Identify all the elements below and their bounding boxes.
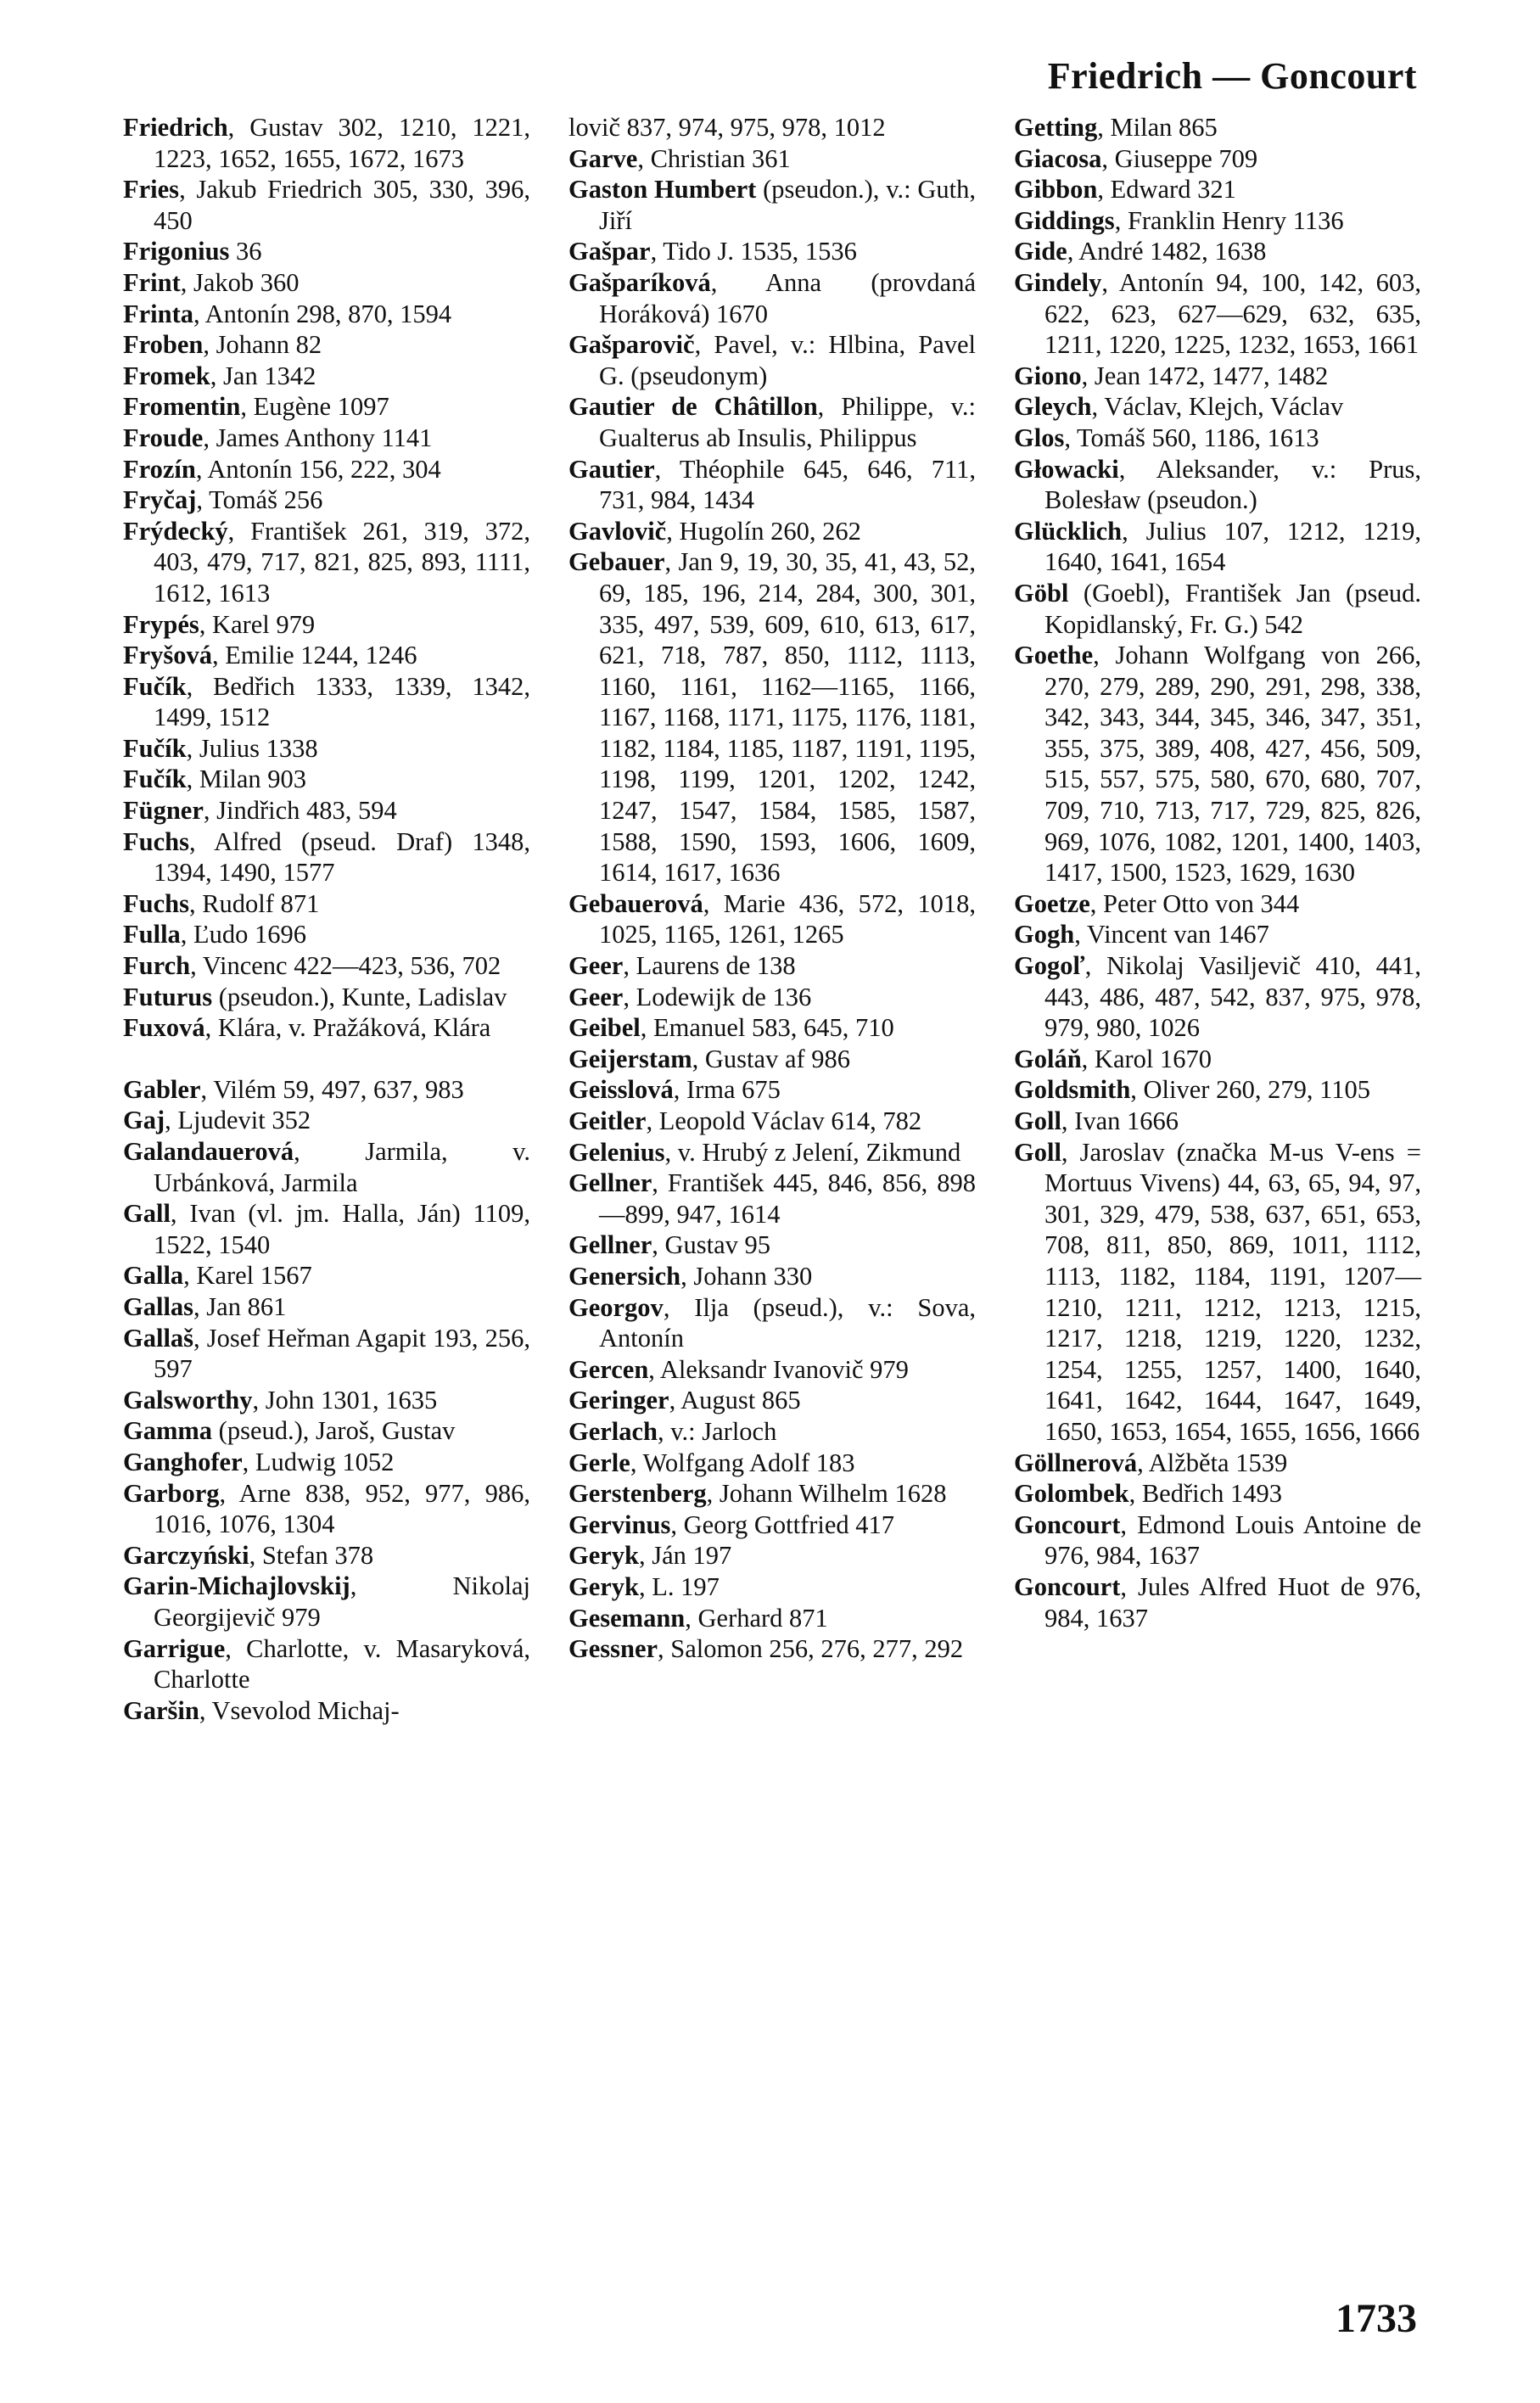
index-entry — [123, 888, 530, 920]
entry-refs: (Goebl), František Jan (pseud. Kopidlanský, Fr. G.) 542 — [1044, 578, 1421, 639]
index-entry — [1014, 1074, 1421, 1106]
index-entry — [123, 1478, 530, 1540]
index-entry — [568, 1354, 976, 1386]
index-entry — [123, 671, 530, 733]
index-entry — [568, 454, 976, 516]
index-entry — [123, 1012, 530, 1044]
entry-heading: Gerlach — [568, 1416, 658, 1446]
entry-refs: , Vincenc 422—423, 536, 702 — [190, 951, 501, 981]
entry-heading: Futurus — [123, 982, 213, 1011]
entry-refs: , L. 197 — [639, 1571, 720, 1601]
entry-refs: , Johann Wilhelm 1628 — [706, 1479, 947, 1509]
index-entry — [123, 1447, 530, 1478]
entry-refs: , Ľudo 1696 — [180, 920, 307, 949]
entry-refs: , Arne 838, 952, 977, 986, 1016, 1076, 1304 — [154, 1478, 530, 1539]
entry-heading: Frozín — [123, 454, 196, 484]
index-entry — [568, 267, 976, 329]
entry-refs: , Ljudevit 352 — [165, 1106, 311, 1135]
entry-heading: Gerle — [568, 1448, 630, 1477]
entry-heading: Gervinus — [568, 1510, 671, 1539]
index-entry — [123, 423, 530, 454]
entry-refs: , Tomáš 560, 1186, 1613 — [1064, 423, 1319, 452]
entry-refs: , Josef Heřman Agapit 193, 256, 597 — [154, 1323, 530, 1384]
index-entry — [568, 1106, 976, 1137]
entry-heading: Genersich — [568, 1261, 681, 1291]
entry-refs: , Jarmila, v. Urbánková, Jarmila — [154, 1137, 530, 1197]
entry-heading: Fügner — [123, 796, 204, 826]
entry-refs: , Tido J. 1535, 1536 — [650, 237, 857, 266]
entry-heading: Glos — [1014, 423, 1065, 452]
index-entry — [123, 1385, 530, 1416]
index-entry — [123, 1105, 530, 1136]
entry-heading: Fulla — [123, 920, 181, 949]
entry-refs: , Gerhard 871 — [685, 1603, 828, 1633]
index-entry — [123, 267, 530, 299]
index-entry — [123, 454, 530, 485]
entry-refs: , Julius 1338 — [186, 733, 318, 763]
entry-refs: , Jakob 360 — [180, 267, 300, 297]
index-entry — [568, 1012, 976, 1044]
index-entry — [568, 1044, 976, 1075]
index-entry — [123, 609, 530, 641]
entry-refs: , Ludwig 1052 — [242, 1447, 395, 1476]
entry-heading: Frinta — [123, 299, 194, 328]
entry-heading: Goethe — [1014, 641, 1094, 670]
entry-heading: Gamma — [123, 1416, 213, 1446]
entry-heading: Fryšová — [123, 641, 213, 670]
entry-heading: Friedrich — [123, 113, 228, 142]
entry-refs: , Ilja (pseud.), v.: Sova, Antonín — [599, 1292, 976, 1353]
index-entry — [123, 1415, 530, 1447]
section-gap — [123, 1044, 530, 1074]
index-entry — [1014, 1510, 1421, 1571]
entry-refs: , Georg Gottfried 417 — [670, 1510, 895, 1539]
index-entry — [1014, 1137, 1421, 1448]
index-entry — [568, 329, 976, 391]
index-entry — [1014, 640, 1421, 888]
entry-heading: Garšin — [123, 1695, 199, 1725]
entry-refs: , Philippe, v.: Gualterus ab Insulis, Philippus — [599, 392, 977, 452]
entry-heading: Fuchs — [123, 826, 189, 856]
entry-refs: lovič 837, 974, 975, 978, 1012 — [568, 113, 886, 142]
entry-heading: Galla — [123, 1261, 184, 1291]
entry-heading: Furch — [123, 951, 191, 981]
entry-heading: Fryčaj — [123, 485, 197, 515]
entry-heading: Giono — [1014, 361, 1082, 390]
entry-heading: Fromentin — [123, 392, 241, 422]
entry-refs: , Karol 1670 — [1081, 1044, 1212, 1073]
index-entry — [123, 174, 530, 236]
entry-refs: , Vsevolod Michaj- — [199, 1695, 400, 1725]
index-entry — [1014, 361, 1421, 392]
entry-refs: , Jaroslav (značka M-us V-ens = Mortuus Vivens) 44, 63, 65, 94, 97, 301, 329, 479, 538, 637, 651, 653, 708, 811, 850, 869, 1011, 1112, 1113, 1182, 1184, 1191, 1207—1210, 1211, 1212, 1213, 1215, 1217, 1218, 1219, 1220, 1232, 1254, 1255, 1257, 1400, 1640, 1641, 1642, 1644, 1647, 1649, 1650, 1653, 1654, 1655, 1656, 1666 — [1044, 1137, 1421, 1446]
entry-refs: , Oliver 260, 279, 1105 — [1130, 1075, 1370, 1105]
index-entry — [123, 1074, 530, 1106]
index-entry — [1014, 112, 1421, 143]
entry-heading: Goll — [1014, 1106, 1061, 1135]
entry-heading: Geringer — [568, 1386, 669, 1415]
index-entry — [1014, 1106, 1421, 1137]
entry-heading: Frint — [123, 267, 181, 297]
index-entry — [568, 1540, 976, 1571]
entry-refs: , Anna (provdaná Horáková) 1670 — [599, 267, 976, 328]
entry-refs: , Milan 865 — [1097, 113, 1218, 142]
index-entry — [568, 112, 976, 143]
entry-refs: , Christian 361 — [637, 143, 791, 173]
entry-heading: Gebauer — [568, 547, 665, 577]
entry-refs: , Gustav 302, 1210, 1221, 1223, 1652, 1655, 1672, 1673 — [154, 113, 530, 173]
entry-refs: , Edmond Louis Antoine de 976, 984, 1637 — [1044, 1510, 1421, 1571]
entry-heading: Gindely — [1014, 267, 1102, 297]
index-entry — [123, 112, 530, 174]
index-entry — [123, 950, 530, 982]
entry-heading: Gavlovič — [568, 516, 667, 546]
entry-heading: Gleych — [1014, 392, 1092, 422]
index-entry — [123, 485, 530, 516]
entry-heading: Gogh — [1014, 920, 1075, 949]
entry-heading: Goncourt — [1014, 1571, 1121, 1601]
entry-refs: (pseud.), Jaroš, Gustav — [212, 1416, 456, 1446]
entry-refs: , Jakub Friedrich 305, 330, 396, 450 — [154, 175, 530, 235]
entry-heading: Geibel — [568, 1013, 641, 1043]
entry-heading: Froude — [123, 423, 204, 452]
index-entry — [123, 1136, 530, 1198]
entry-heading: Froben — [123, 330, 204, 360]
index-entry — [123, 1323, 530, 1385]
entry-refs: , Salomon 256, 276, 277, 292 — [658, 1634, 964, 1664]
running-header: Friedrich — Goncourt — [1047, 55, 1417, 97]
index-entry — [568, 888, 976, 950]
index-entry — [1014, 423, 1421, 454]
entry-heading: Frýdecký — [123, 516, 228, 546]
entry-refs: , Jules Alfred Huot de 976, 984, 1637 — [1044, 1571, 1421, 1633]
entry-heading: Gerstenberg — [568, 1479, 707, 1509]
entry-refs: , Ivan 1666 — [1061, 1106, 1179, 1135]
index-entry — [123, 391, 530, 423]
entry-heading: Gaston Humbert — [568, 175, 757, 204]
entry-refs: , František 261, 319, 372, 403, 479, 717, 821, 825, 893, 1111, 1612, 1613 — [154, 516, 530, 608]
index-entry — [1014, 174, 1421, 205]
entry-heading: Glücklich — [1014, 516, 1123, 546]
entry-refs: , Théophile 645, 646, 711, 731, 984, 1434 — [599, 454, 976, 515]
entry-refs: , Rudolf 871 — [188, 888, 320, 918]
entry-refs: , Milan 903 — [186, 765, 307, 794]
index-entry — [568, 1571, 976, 1603]
entry-heading: Frypés — [123, 609, 199, 639]
entry-refs: , Aleksandr Ivanovič 979 — [648, 1354, 909, 1384]
entry-heading: Goláň — [1014, 1044, 1082, 1073]
entry-refs: , Franklin Henry 1136 — [1114, 205, 1344, 235]
entry-heading: Głowacki — [1014, 454, 1119, 484]
entry-heading: Goetze — [1014, 888, 1090, 918]
entry-refs: , Jean 1472, 1477, 1482 — [1081, 361, 1329, 390]
entry-refs: , Marie 436, 572, 1018, 1025, 1165, 1261, 1265 — [599, 888, 976, 949]
entry-refs: , Jan 861 — [193, 1291, 287, 1321]
entry-heading: Garczyński — [123, 1540, 249, 1570]
entry-heading: Geryk — [568, 1571, 640, 1601]
entry-refs: , Julius 107, 1212, 1219, 1640, 1641, 1654 — [1044, 516, 1421, 577]
index-entry — [1014, 205, 1421, 237]
entry-refs: , Eugène 1097 — [240, 392, 389, 422]
entry-heading: Gautier — [568, 454, 655, 484]
index-entry — [1014, 267, 1421, 361]
entry-heading: Fučík — [123, 765, 187, 794]
entry-heading: Geitler — [568, 1106, 647, 1135]
entry-heading: Göbl — [1014, 578, 1069, 608]
entry-heading: Gellner — [568, 1168, 652, 1198]
entry-refs: , Edward 321 — [1097, 175, 1236, 204]
entry-heading: Gabler — [123, 1074, 201, 1104]
entry-heading: Gesemann — [568, 1603, 686, 1633]
index-entry — [123, 236, 530, 267]
index-entry — [568, 1137, 976, 1168]
index-entry — [123, 1633, 530, 1695]
index-entry — [123, 982, 530, 1013]
entry-refs: , Aleksander, v.: Prus, Bolesław (pseudon.) — [1044, 454, 1421, 515]
entry-heading: Georgov — [568, 1292, 664, 1322]
entry-heading: Galsworthy — [123, 1385, 253, 1414]
index-entry — [1014, 578, 1421, 640]
entry-heading: Gallas — [123, 1291, 194, 1321]
entry-refs: , Jan 1342 — [210, 361, 316, 390]
entry-refs: , André 1482, 1638 — [1067, 237, 1267, 266]
index-entry — [568, 1510, 976, 1541]
index-entry — [123, 299, 530, 330]
entry-heading: Fučík — [123, 671, 187, 701]
entry-refs: , Leopold Václav 614, 782 — [646, 1106, 922, 1135]
entry-refs: , Karel 979 — [199, 609, 316, 639]
index-entry — [568, 1074, 976, 1106]
entry-heading: Fromek — [123, 361, 210, 390]
entry-refs: , Irma 675 — [673, 1075, 781, 1105]
index-entry — [1014, 454, 1421, 516]
entry-heading: Geer — [568, 951, 624, 981]
index-entry — [1014, 919, 1421, 950]
column-3 — [1014, 112, 1421, 2267]
entry-refs: , Ján 197 — [639, 1541, 732, 1571]
entry-refs: , Nikolaj Vasiljevič 410, 441, 443, 486, 487, 542, 837, 975, 978, 979, 980, 1026 — [1044, 951, 1421, 1043]
entry-refs: , Václav, Klejch, Václav — [1091, 392, 1344, 422]
entry-heading: Gašparíková — [568, 267, 711, 297]
entry-heading: Giacosa — [1014, 143, 1102, 173]
index-entry — [123, 1260, 530, 1291]
entry-refs: , Giuseppe 709 — [1101, 143, 1258, 173]
entry-heading: Gall — [123, 1199, 171, 1229]
entry-heading: Frigonius — [123, 237, 230, 266]
entry-refs: , Pavel, v.: Hlbina, Pavel G. (pseudonym) — [599, 330, 976, 390]
entry-heading: Gautier de Châtillon — [568, 392, 818, 422]
index-entry — [123, 1540, 530, 1571]
entry-refs: , Laurens de 138 — [623, 951, 796, 981]
index-entry — [123, 640, 530, 671]
index-entry — [1014, 1478, 1421, 1510]
index-entry — [1014, 888, 1421, 920]
entry-heading: Fuxová — [123, 1013, 205, 1043]
entry-heading: Garrigue — [123, 1633, 226, 1663]
entry-refs: , Antonín 94, 100, 142, 603, 622, 623, 627—629, 632, 635, 1211, 1220, 1225, 1232, 1653, 1661 — [1044, 267, 1421, 360]
entry-refs: , Johann 82 — [203, 330, 322, 360]
index-entry — [123, 1571, 530, 1633]
index-entry — [123, 733, 530, 765]
entry-refs: , Emilie 1244, 1246 — [212, 641, 417, 670]
entry-heading: Ganghofer — [123, 1447, 243, 1476]
entry-heading: Gogoľ — [1014, 951, 1085, 981]
entry-heading: Gebauerová — [568, 888, 703, 918]
entry-heading: Garborg — [123, 1478, 220, 1508]
entry-heading: Geer — [568, 982, 624, 1011]
entry-refs: (pseudon.), v.: Guth, Jiří — [599, 175, 977, 235]
index-entry — [123, 1695, 530, 1727]
entry-heading: Fuchs — [123, 888, 189, 918]
entry-refs: , Peter Otto von 344 — [1089, 888, 1300, 918]
entry-heading: Giddings — [1014, 205, 1115, 235]
entry-heading: Gallaš — [123, 1323, 194, 1353]
entry-heading: Fučík — [123, 733, 187, 763]
entry-heading: Geryk — [568, 1541, 640, 1571]
index-entry — [568, 143, 976, 175]
entry-refs: , Vilém 59, 497, 637, 983 — [200, 1074, 464, 1104]
entry-heading: Gercen — [568, 1354, 649, 1384]
index-entry — [1014, 143, 1421, 175]
index-entry — [568, 1168, 976, 1230]
index-entry — [1014, 391, 1421, 423]
index-entry — [568, 1292, 976, 1354]
entry-refs: , Jindřich 483, 594 — [203, 796, 397, 826]
entry-heading: Gašpar — [568, 237, 651, 266]
column-2 — [568, 112, 976, 2267]
entry-refs: , Karel 1567 — [183, 1261, 312, 1291]
entry-refs: , František 445, 846, 856, 898—899, 947, 1614 — [599, 1168, 976, 1229]
index-entry — [568, 1230, 976, 1261]
index-entry — [1014, 1448, 1421, 1479]
entry-heading: Gessner — [568, 1634, 658, 1664]
entry-heading: Gide — [1014, 237, 1067, 266]
index-entry — [123, 329, 530, 361]
entry-refs: , Bedřich 1333, 1339, 1342, 1499, 1512 — [154, 671, 530, 732]
entry-refs: , Antonín 156, 222, 304 — [195, 454, 441, 484]
index-entry — [123, 1291, 530, 1323]
entry-heading: Gellner — [568, 1230, 652, 1260]
index-entry — [123, 826, 530, 888]
entry-refs: 36 — [229, 237, 262, 266]
entry-heading: Getting — [1014, 113, 1098, 142]
entry-refs: , John 1301, 1635 — [252, 1385, 438, 1414]
index-entry — [568, 1633, 976, 1665]
entry-heading: Göllnerová — [1014, 1448, 1138, 1477]
entry-refs: , Hugolín 260, 262 — [666, 516, 861, 546]
index-entry — [568, 516, 976, 547]
index-entry — [123, 361, 530, 392]
entry-refs: , Charlotte, v. Masaryková, Charlotte — [154, 1633, 530, 1694]
entry-refs: , Vincent van 1467 — [1074, 920, 1269, 949]
page-number: 1733 — [1336, 2296, 1417, 2341]
entry-refs: , Bedřich 1493 — [1128, 1479, 1283, 1509]
entry-refs: , Emanuel 583, 645, 710 — [640, 1013, 894, 1043]
entry-refs: , Wolfgang Adolf 183 — [630, 1448, 855, 1477]
entry-heading: Gaj — [123, 1106, 165, 1135]
entry-refs: , Ivan (vl. jm. Halla, Ján) 1109, 1522, 1540 — [154, 1199, 530, 1259]
index-entry — [568, 1448, 976, 1479]
index-entry — [1014, 1044, 1421, 1075]
entry-refs: , v.: Jarloch — [658, 1416, 777, 1446]
index-entry — [568, 546, 976, 888]
entry-refs: , Jan 9, 19, 30, 35, 41, 43, 52, 69, 185, 196, 214, 284, 300, 301, 335, 497, 539, 609, 610, 613, 617, 621, 718, 787, 850, 1112, 1113, 1160, 1161, 1162—1165, 1166, 1167, 1168, 1171, 1175, 1176, 1181, 1182, 1184, 1185, 1187, 1191, 1195, 1198, 1199, 1201, 1202, 1242, 1247, 1547, 1584, 1585, 1587, 1588, 1590, 1593, 1606, 1609, 1614, 1617, 1636 — [599, 547, 976, 888]
entry-refs: , Johann 330 — [680, 1261, 813, 1291]
entry-heading: Geijerstam — [568, 1044, 692, 1073]
entry-refs: , Klára, v. Pražáková, Klára — [204, 1013, 491, 1043]
entry-heading: Geisslová — [568, 1075, 674, 1105]
index-entry — [123, 1198, 530, 1260]
index-entry — [568, 950, 976, 982]
entry-refs: , James Anthony 1141 — [203, 423, 433, 452]
entry-refs: , Tomáš 256 — [196, 485, 323, 515]
entry-heading: Goldsmith — [1014, 1075, 1131, 1105]
entry-heading: Golombek — [1014, 1479, 1129, 1509]
entry-refs: , Johann Wolfgang von 266, 270, 279, 289, 290, 291, 298, 338, 342, 343, 344, 345, 346, 347, 351, 355, 375, 389, 408, 427, 456, 509, 515, 557, 575, 580, 670, 680, 707, 709, 710, 713, 717, 729, 825, 826, 969, 1076, 1082, 1201, 1400, 1403, 1417, 1500, 1523, 1629, 1630 — [1044, 641, 1421, 888]
index-columns — [123, 112, 1421, 2267]
entry-refs: , Stefan 378 — [249, 1540, 374, 1570]
entry-refs: , Nikolaj Georgijevič 979 — [154, 1571, 530, 1632]
index-entry — [123, 764, 530, 795]
index-entry — [123, 516, 530, 609]
entry-refs: , Lodewijk de 136 — [623, 982, 812, 1011]
entry-heading: Garin-Michajlovskij — [123, 1571, 350, 1601]
entry-heading: Garve — [568, 143, 638, 173]
entry-refs: , Gustav 95 — [652, 1230, 771, 1260]
entry-refs: , Alžběta 1539 — [1137, 1448, 1288, 1477]
entry-heading: Gibbon — [1014, 175, 1098, 204]
entry-heading: Fries — [123, 175, 180, 204]
entry-heading: Gelenius — [568, 1137, 665, 1167]
index-entry — [568, 982, 976, 1013]
entry-refs: , v. Hrubý z Jelení, Zikmund — [664, 1137, 961, 1167]
entry-refs: , August 865 — [669, 1386, 801, 1415]
entry-heading: Gašparovič — [568, 330, 695, 360]
index-entry — [1014, 950, 1421, 1044]
index-entry — [1014, 516, 1421, 578]
index-entry — [568, 1416, 976, 1448]
entry-refs: , Gustav af 986 — [692, 1044, 851, 1073]
entry-heading: Galandauerová — [123, 1137, 294, 1166]
entry-refs: (pseudon.), Kunte, Ladislav — [212, 982, 507, 1011]
index-entry — [568, 236, 976, 267]
index-entry — [123, 919, 530, 950]
entry-heading: Goll — [1014, 1137, 1061, 1167]
index-entry — [568, 391, 976, 453]
entry-refs: , Antonín 298, 870, 1594 — [193, 299, 452, 328]
index-entry — [1014, 236, 1421, 267]
index-entry — [568, 1603, 976, 1634]
index-entry — [1014, 1571, 1421, 1633]
column-1 — [123, 112, 530, 2267]
entry-refs: , Alfred (pseud. Draf) 1348, 1394, 1490, 1577 — [154, 826, 530, 888]
index-entry — [123, 795, 530, 826]
index-entry — [568, 1261, 976, 1292]
index-entry — [568, 174, 976, 236]
index-entry — [568, 1478, 976, 1510]
index-entry — [568, 1385, 976, 1416]
entry-heading: Goncourt — [1014, 1510, 1121, 1539]
